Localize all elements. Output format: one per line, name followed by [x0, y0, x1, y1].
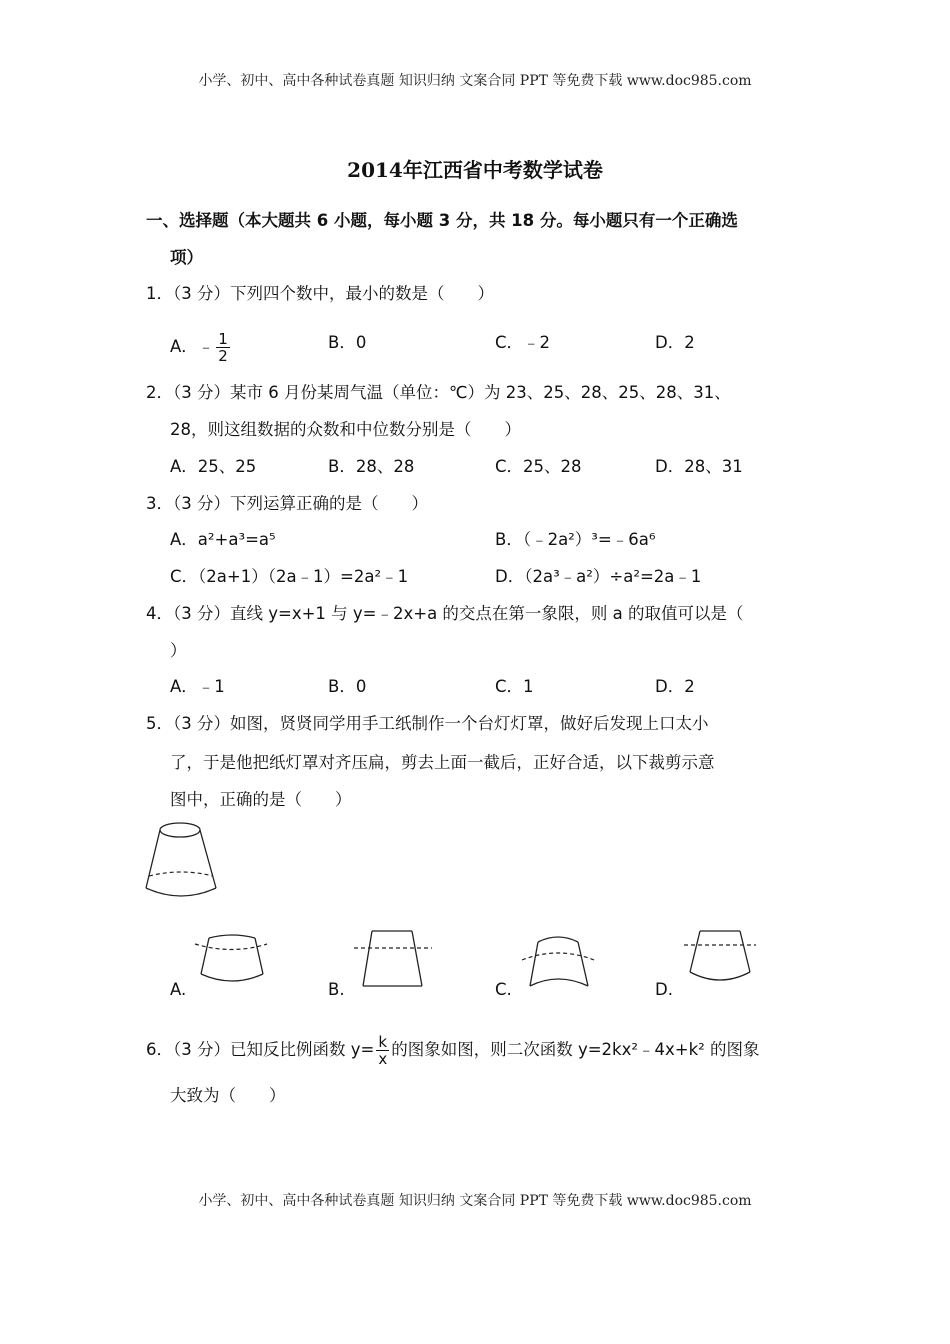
q1-option-c: C．﹣2 [495, 333, 551, 352]
q1-fraction-numerator: 1 [218, 330, 228, 348]
q5-stem-line2: 了，于是他把纸灯罩对齐压扁，剪去上面一截后，正好合适，以下裁剪示意 [170, 753, 715, 772]
q2-stem-line1: 2．（3 分）某市 6 月份某周气温（单位：℃）为 23、25、28、25、28、31、 [146, 383, 731, 402]
page-header: 小学、初中、高中各种试卷真题 知识归纳 文案合同 PPT 等免费下载 www.doc985.com [198, 73, 752, 89]
q4-stem-line1: 4．（3 分）直线 y=x+1 与 y=﹣2x+a 的交点在第一象限，则 a 的取值可以是（ [146, 604, 744, 623]
q4-stem-line2: ） [170, 641, 187, 660]
page-title: 2014年江西省中考数学试卷 [347, 158, 603, 182]
q6-stem-prefix: 6．（3 分）已知反比例函数 y= [146, 1040, 375, 1059]
q3-option-c: C．（2a+1）（2a﹣1）=2a²﹣1 [170, 567, 409, 586]
q5-figure-a [195, 930, 270, 990]
page-footer: 小学、初中、高中各种试卷真题 知识归纳 文案合同 PPT 等免费下载 www.doc985.com [198, 1193, 752, 1209]
q4-option-c: C．1 [495, 677, 534, 696]
q5-option-b: B. [328, 980, 345, 999]
q6-stem-line2: 大致为（ ） [170, 1086, 286, 1105]
q2-stem-line2: 28，则这组数据的众数和中位数分别是（ ） [170, 420, 521, 439]
q6-fraction-denominator: x [378, 1050, 388, 1068]
section-heading-line2: 项） [170, 248, 203, 267]
q2-option-b: B．28、28 [328, 457, 415, 476]
q5-figure-b [352, 928, 437, 990]
q5-option-c: C. [495, 980, 512, 999]
q1-option-a-fraction [216, 331, 230, 364]
section-heading-line1: 一、选择题（本大题共 6 小题，每小题 3 分，共 18 分。每小题只有一个正确选 [146, 211, 738, 230]
q2-option-a: A．25、25 [170, 457, 257, 476]
q2-option-d: D．28、31 [655, 457, 743, 476]
q5-figure-d [682, 928, 762, 990]
lampshade-figure [140, 818, 230, 908]
q6-fraction-numerator: k [376, 1034, 389, 1051]
q3-stem: 3．（3 分）下列运算正确的是（ ） [146, 494, 428, 513]
q6-stem-suffix: 的图象如图，则二次函数 y=2kx²﹣4x+k² 的图象 [391, 1040, 760, 1059]
q3-option-b: B．（﹣2a²）³=﹣6a⁶ [495, 530, 656, 549]
q1-option-a [170, 331, 232, 364]
q2-option-c: C．25、28 [495, 457, 582, 476]
q5-stem-line1: 5．（3 分）如图，贤贤同学用手工纸制作一个台灯灯罩，做好后发现上口太小 [146, 714, 709, 733]
q1-option-b: B．0 [328, 333, 367, 352]
q5-option-d: D. [655, 980, 673, 999]
q1-stem: 1．（3 分）下列四个数中，最小的数是（ ） [146, 284, 494, 303]
q3-option-a: A．a²+a³=a⁵ [170, 530, 276, 549]
q1-option-a-prefix: A．﹣ [170, 337, 215, 356]
q4-option-a: A．﹣1 [170, 677, 225, 696]
q5-stem-line3: 图中，正确的是（ ） [170, 790, 352, 809]
q6-stem-line1 [146, 1034, 760, 1067]
q4-option-b: B．0 [328, 677, 367, 696]
q5-option-a: A. [170, 980, 187, 999]
q6-fraction [376, 1034, 389, 1067]
q1-option-d: D．2 [655, 333, 695, 352]
q3-option-d: D．（2a³﹣a²）÷a²=2a﹣1 [495, 567, 702, 586]
q1-fraction-denominator: 2 [218, 347, 228, 365]
q5-figure-c [520, 930, 595, 992]
q4-option-d: D．2 [655, 677, 695, 696]
